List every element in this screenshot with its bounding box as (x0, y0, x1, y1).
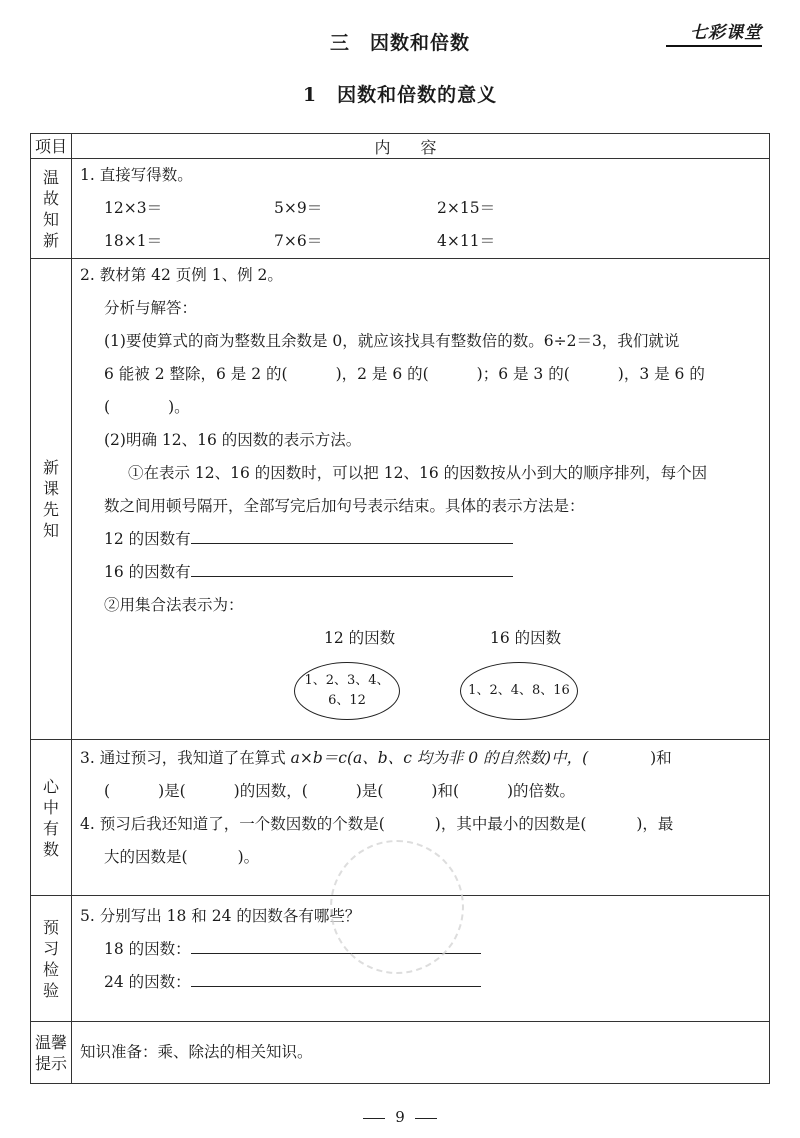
calc-item: 4×11＝ (437, 232, 496, 250)
text-fragment: )的倍数。 (507, 782, 576, 800)
text-fragment: )的因数，( (233, 782, 308, 800)
text-fragment: )是( (355, 782, 384, 800)
question-4-line-1 (80, 808, 769, 841)
section-label-new-lesson (31, 259, 72, 740)
set-16-oval (460, 662, 578, 720)
brand-logo (666, 18, 762, 47)
text-fragment: 4. 预习后我还知道了，一个数因数的个数是( (80, 815, 385, 833)
factors-12-answer-line[interactable] (191, 525, 513, 544)
section-label-summary-text: 心中有数 (42, 776, 59, 859)
unit-title: 三 因数和倍数 (329, 32, 470, 54)
calc-item: 7×6＝ (274, 232, 323, 250)
page-dash-right (415, 1118, 437, 1119)
section-label-check (31, 896, 72, 1022)
text-fragment: ( (104, 398, 111, 416)
factors-16-answer-line[interactable] (191, 558, 513, 577)
section-label-review-text: 温故知新 (42, 167, 59, 250)
question-5-text: 5. 分别写出 18 和 24 的因数各有哪些？ (80, 907, 361, 925)
section-new-lesson-content (72, 259, 770, 740)
set-12-values-line-1: 1、2、3、4、 (304, 673, 390, 688)
column-header-item-text: 项目 (34, 136, 67, 156)
text-fragment: 6 能被 2 整除，6 是 2 的( (104, 365, 288, 383)
set-12-oval (294, 662, 400, 720)
brand-underline (666, 45, 762, 47)
set-12-label: 12 的因数 (324, 629, 396, 647)
factors-12-row (80, 523, 769, 556)
part-1-line-1: (1)要使算式的商为整数且余数是 0，就应该找具有整数倍的数。6÷2＝3，我们就说 (104, 332, 680, 350)
text-fragment: 大的因数是( (104, 848, 188, 866)
factors-12-label: 12 的因数有 (104, 530, 191, 548)
part-1-line-2 (80, 358, 769, 391)
method-1-line-1: ①在表示 12、16 的因数时，可以把 12、16 的因数按从小到大的顺序排列，每个因 (128, 464, 708, 482)
text-fragment: )和 (650, 749, 672, 767)
factors-16-label: 16 的因数有 (104, 563, 191, 581)
set-12-values-line-2: 6、12 (328, 693, 366, 708)
column-header-content: 内容 (72, 134, 770, 159)
section-review-content (72, 159, 770, 259)
question-3-line-1 (80, 742, 769, 775)
factors-16-row (80, 556, 769, 589)
text-fragment: )，最 (636, 815, 674, 833)
section-label-new-lesson-text: 新课先知 (42, 458, 59, 540)
calc-item: 5×9＝ (274, 199, 323, 217)
calc-row-1 (80, 192, 769, 225)
text-fragment: 3. 通过预习，我知道了在算式 (80, 749, 286, 767)
factors-24-row (80, 966, 769, 999)
section-label-tips (31, 1022, 72, 1084)
text-fragment: )。 (237, 848, 260, 866)
factors-18-label: 18 的因数： (104, 940, 191, 958)
page-number (0, 1108, 800, 1126)
section-tips-content (72, 1022, 770, 1084)
factors-24-label: 24 的因数： (104, 973, 191, 991)
section-label-check-text: 预习检验 (42, 917, 59, 1000)
text-fragment: )，其中最小的因数是( (434, 815, 587, 833)
text-fragment: )和( (431, 782, 459, 800)
text-fragment: )。 (168, 398, 190, 416)
calc-item: 2×15＝ (437, 199, 496, 217)
watermark-stamp (330, 840, 464, 974)
question-3-line-2 (80, 775, 769, 808)
brand-text: 七彩课堂 (690, 23, 762, 43)
factors-24-answer-line[interactable] (191, 968, 481, 987)
method-1-line-2: 数之间用顿号隔开，全部写完后加句号表示结束。具体的表示方法是： (104, 497, 585, 515)
text-fragment: )，2 是 6 的( (335, 365, 429, 383)
set-16-label: 16 的因数 (490, 629, 562, 647)
page-dash-left (363, 1118, 385, 1119)
section-label-tips-text: 温馨提示 (34, 1032, 67, 1073)
question-2-text: 2. 教材第 42 页例 1、例 2。 (80, 266, 283, 284)
calc-row-2 (80, 225, 769, 258)
section-label-review (31, 159, 72, 259)
tip-text: 知识准备：乘、除法的相关知识。 (80, 1043, 313, 1061)
lesson-title: 1 因数和倍数的意义 (302, 84, 498, 106)
page-number-text: 9 (395, 1108, 405, 1126)
formula-text: a×b＝c(a、b、c 均为非 0 的自然数)中，( (290, 749, 589, 767)
analysis-heading: 分析与解答： (104, 299, 198, 317)
part-1-line-3 (80, 391, 769, 424)
question-1-text: 1. 直接写得数。 (80, 166, 193, 184)
column-header-item (31, 134, 72, 159)
section-label-summary (31, 740, 72, 896)
text-fragment: ( (104, 782, 111, 800)
text-fragment: )；6 是 3 的( (476, 365, 570, 383)
text-fragment: )是( (158, 782, 186, 800)
set-16-values: 1、2、4、8、16 (468, 683, 570, 698)
method-2-text: ②用集合法表示为： (104, 596, 244, 614)
text-fragment: )，3 是 6 的 (617, 365, 705, 383)
calc-item: 12×3＝ (104, 199, 163, 217)
calc-item: 18×1＝ (104, 232, 163, 250)
part-2-title: (2)明确 12、16 的因数的表示方法。 (104, 431, 362, 449)
